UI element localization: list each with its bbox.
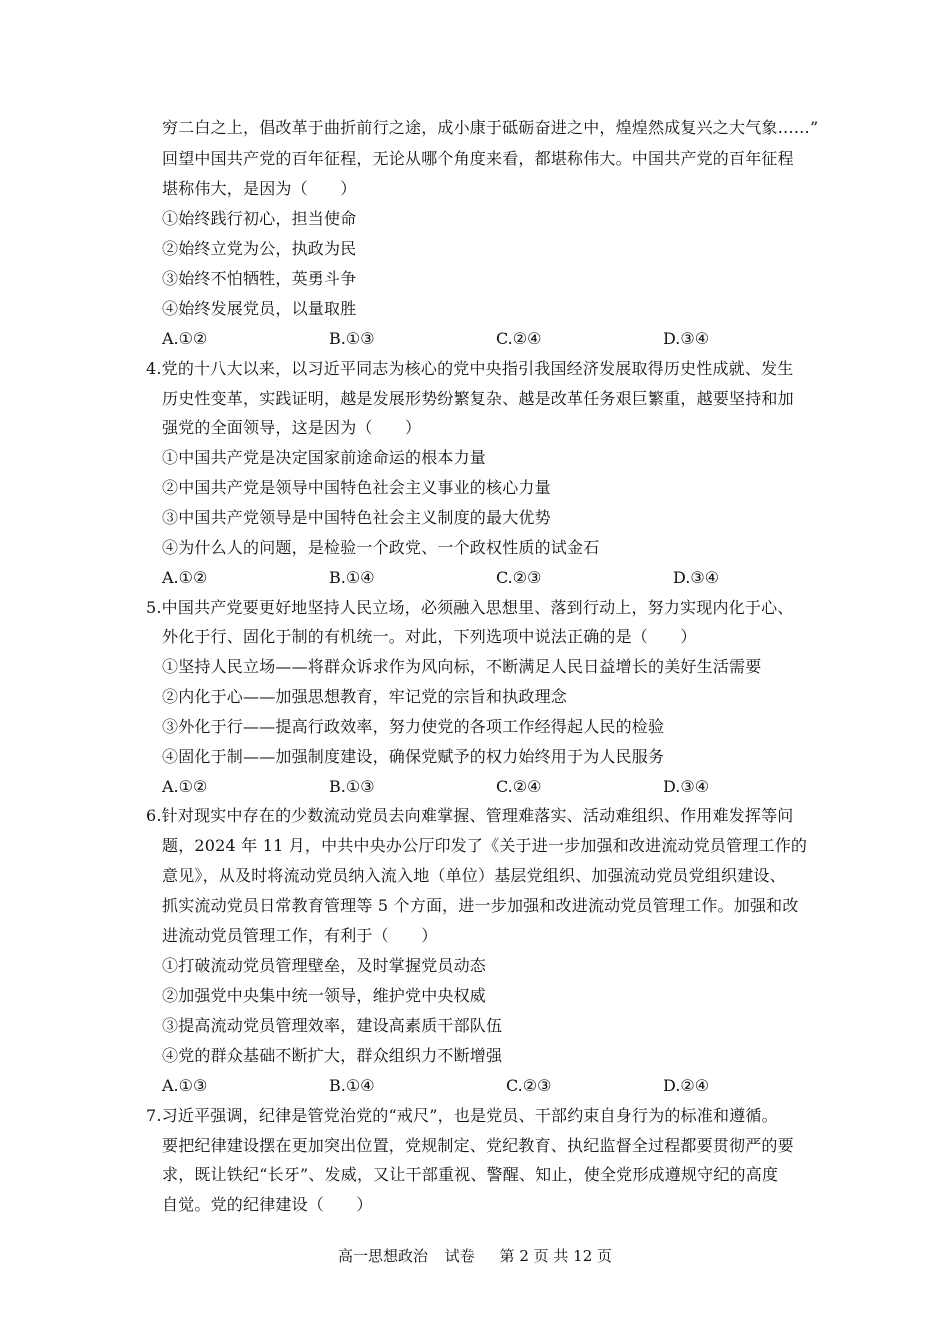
footer-paper: 试卷 [444,1247,475,1265]
q5-item-2: ②内化于心——加强思想教育，牢记党的宗旨和执政理念 [162,687,568,706]
q5-option-d: D.③④ [663,777,710,796]
q6-option-c: C.②③ [506,1076,552,1095]
q4-item-3: ③中国共产党领导是中国特色社会主义制度的最大优势 [162,508,551,527]
q4-stem-line-1: 4.党的十八大以来，以习近平同志为核心的党中央指引我国经济发展取得历史性成就、发生 [146,359,794,378]
q5-item-4: ④固化于制——加强制度建设，确保党赋予的权力始终用于为人民服务 [162,747,665,766]
q6-stem-line-5: 进流动党员管理工作，有利于（ ） [162,926,438,945]
q5-option-a: A.①② [162,777,208,796]
footer-page-number: 第 2 页 共 12 页 [499,1247,613,1265]
q7-stem-line-3: 求，既让铁纪“长牙”、发威，又让干部重视、警醒、知止，使全党形成遵规守纪的高度 [162,1165,779,1184]
q4-option-c: C.②③ [496,568,542,587]
q3-item-4: ④始终发展党员，以量取胜 [162,299,357,318]
q3-stem-line-2: 回望中国共产党的百年征程，无论从哪个角度来看，都堪称伟大。中国共产党的百年征程 [162,149,794,168]
q4-option-a: A.①② [162,568,208,587]
q5-option-b: B.①③ [329,777,375,796]
q5-stem-line-1: 5.中国共产党要更好地坚持人民立场，必须融入思想里、落到行动上，努力实现内化于心、 [146,598,794,617]
q4-stem-line-2: 历史性变革，实践证明，越是发展形势纷繁复杂、越是改革任务艰巨繁重，越要坚持和加 [162,389,794,408]
q3-option-c: C.②④ [496,329,542,348]
q5-option-c: C.②④ [496,777,542,796]
q6-item-2: ②加强党中央集中统一领导，维护党中央权威 [162,986,487,1005]
q4-item-2: ②中国共产党是领导中国特色社会主义事业的核心力量 [162,478,551,497]
q5-item-1: ①坚持人民立场——将群众诉求作为风向标，不断满足人民日益增长的美好生活需要 [162,657,762,676]
q5-stem-line-2: 外化于行、固化于制的有机统一。对此，下列选项中说法正确的是（ ） [162,627,697,646]
q3-item-3: ③始终不怕牺牲，英勇斗争 [162,269,357,288]
q3-stem-line-3: 堪称伟大，是因为（ ） [162,179,357,198]
q6-item-1: ①打破流动党员管理壁垒，及时掌握党员动态 [162,956,487,975]
q4-option-d: D.③④ [673,568,720,587]
q3-option-b: B.①③ [329,329,375,348]
q6-item-4: ④党的群众基础不断扩大，群众组织力不断增强 [162,1046,503,1065]
q6-option-d: D.②④ [663,1076,710,1095]
q3-item-2: ②始终立党为公，执政为民 [162,239,357,258]
q6-stem-line-3: 意见》，从及时将流动党员纳入流入地（单位）基层党组织、加强流动党员党组织建设、 [162,866,786,885]
q6-item-3: ③提高流动党员管理效率，建设高素质干部队伍 [162,1016,503,1035]
q6-stem-line-4: 抓实流动党员日常教育管理等 5 个方面，进一步加强和改进流动党员管理工作。加强和改 [162,896,799,915]
q3-item-1: ①始终践行初心，担当使命 [162,209,357,228]
footer-subject: 高一思想政治 [337,1247,428,1265]
q4-stem-line-3: 强党的全面领导，这是因为（ ） [162,418,422,437]
q3-option-d: D.③④ [663,329,710,348]
q7-stem-line-2: 要把纪律建设摆在更加突出位置，党规制定、党纪教育、执纪监督全过程都要贯彻严的要 [162,1136,794,1155]
q6-option-a: A.①③ [162,1076,208,1095]
q6-option-b: B.①④ [329,1076,375,1095]
q3-stem-line-1: 穷二白之上，倡改革于曲折前行之途，成小康于砥砺奋进之中，煌煌然成复兴之大气象……” [162,118,819,137]
q4-item-4: ④为什么人的问题，是检验一个政党、一个政权性质的试金石 [162,538,600,557]
q6-stem-line-2: 题，2024 年 11 月，中共中央办公厅印发了《关于进一步加强和改进流动党员管理工作的 [162,836,808,855]
q7-stem-line-1: 7.习近平强调，纪律是管党治党的“戒尺”，也是党员、干部约束自身行为的标准和遵循。 [146,1106,778,1125]
q5-item-3: ③外化于行——提高行政效率，努力使党的各项工作经得起人民的检验 [162,717,665,736]
q3-option-a: A.①② [162,329,208,348]
q6-stem-line-1: 6.针对现实中存在的少数流动党员去向难掌握、管理难落实、活动难组织、作用难发挥等问 [146,806,794,825]
page-footer [0,1246,950,1266]
q4-option-b: B.①④ [329,568,375,587]
q7-stem-line-4: 自觉。党的纪律建设（ ） [162,1195,373,1214]
q4-item-1: ①中国共产党是决定国家前途命运的根本力量 [162,448,487,467]
